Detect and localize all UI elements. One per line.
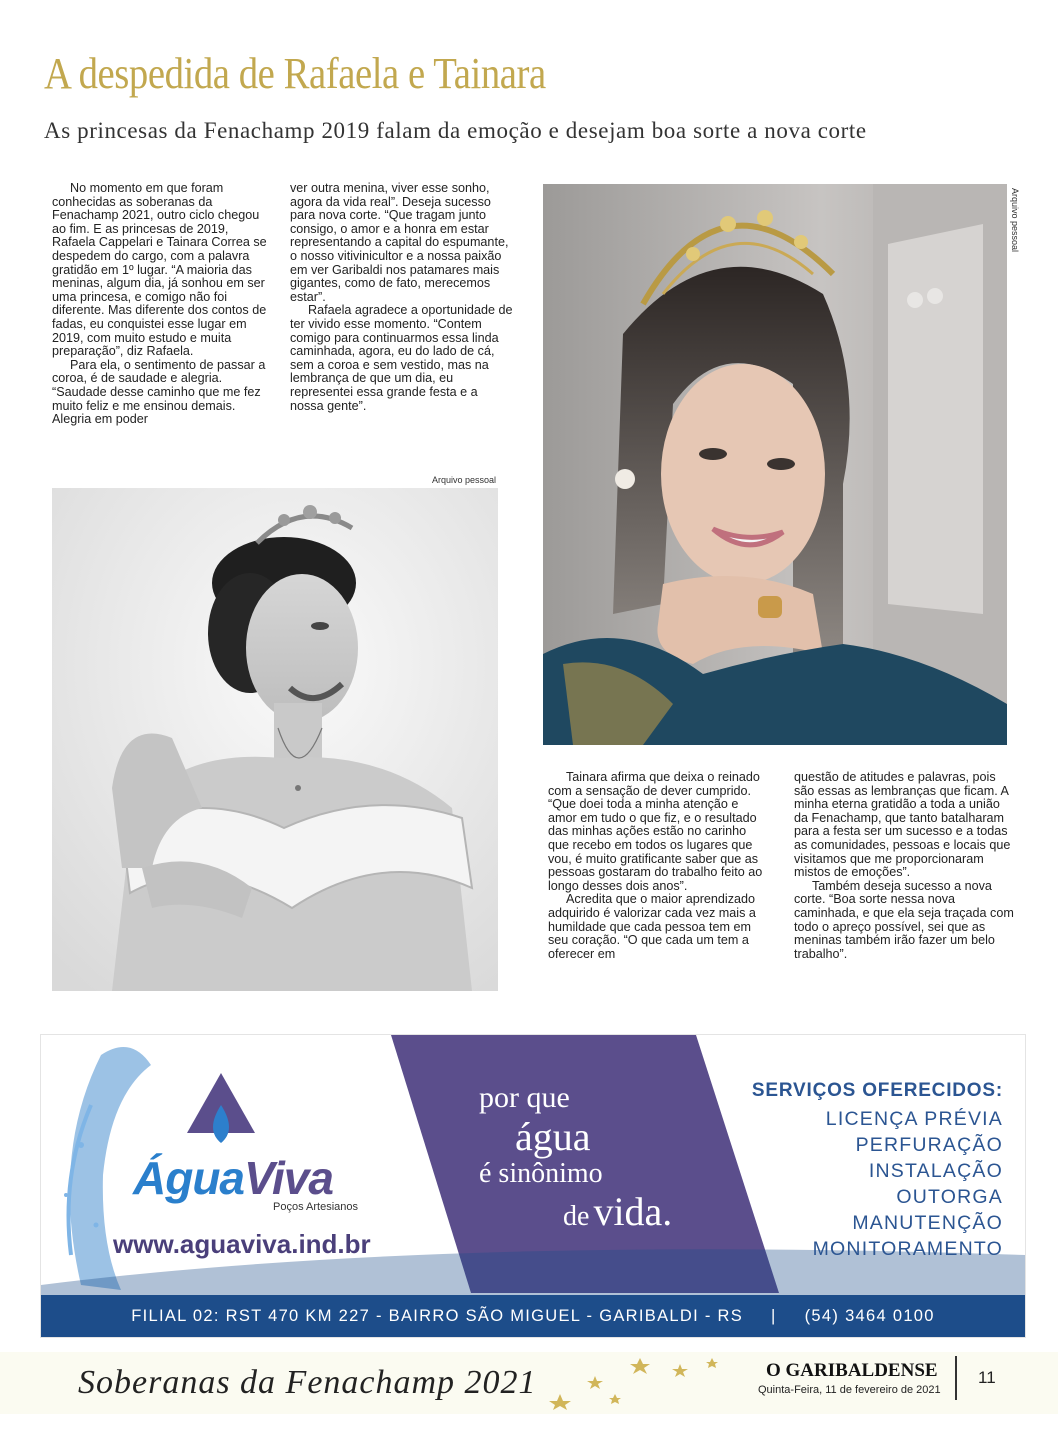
paragraph: questão de atitudes e palavras, pois são essas as lembranças que ficam. A minha eterna gratidão a toda a união da Fenachamp, que tanto batalharam para a festa ser um sucesso e a todas as comunidades, pessoas e locais que visitamos que me proporcionaram mistos de emoções”. [794,770,1011,880]
article-column-3 [548,771,770,961]
ad-logo-word-2: Viva [244,1152,333,1204]
subheadline: As princesas da Fenachamp 2019 falam da emoção e desejam boa sorte a nova corte [44,118,867,143]
slogan-line-3: é sinônimo [479,1158,603,1189]
ad-logo [133,1151,333,1205]
photo-rafaela [52,488,498,991]
advertisement-aguaviva [40,1034,1026,1338]
footer-divider [955,1356,957,1400]
service-item: INSTALAÇÃO [868,1160,1003,1182]
slogan-word-vida: vida. [593,1189,673,1234]
service-item: LICENÇA PRÉVIA [825,1108,1003,1130]
service-item: OUTORGA [896,1186,1003,1208]
newspaper-brand: O GARIBALDENSE [766,1360,938,1381]
ad-logo-subtitle: Poços Artesianos [273,1201,358,1213]
slogan-line-2: água [515,1114,591,1159]
paragraph: Acredita que o maior aprendizado adquirido é valorizar cada vez mais a humildade que cada pessoa tem em seu coração. “O que cada um tem a oferecer em [548,892,756,961]
page-footer [0,1352,1058,1414]
photo-tainara-image [543,184,1007,745]
ad-logo-word-1: Água [133,1152,244,1204]
photo-credit-left: Arquivo pessoal [432,475,497,485]
paragraph: Para ela, o sentimento de passar a coroa, é de saudade e alegria. “Saudade desse caminho que me fez muito feliz e me ensinou demais. Alegria em poder [52,357,266,427]
ad-url[interactable]: www.aguaviva.ind.br [113,1229,371,1259]
service-item: MANUTENÇÃO [852,1212,1003,1234]
stars-decoration-icon [540,1354,740,1410]
ad-footer-bar [41,1295,1025,1337]
ad-slogan [479,1081,672,1235]
paragraph: No momento em que foram conhecidas as soberanas da Fenachamp 2021, outro ciclo chegou ao fim. E as princesas de 2019, Rafaela Cappelari e Tainara Correa se despedem do cargo, com a palavra gratidão em 1º lugar. “A maioria das meninas, algum dia, já sonhou em ser uma princesa, e comigo não foi diferente. Mas diferente dos contos de fadas, eu conquistei esse lugar em 2019, com muito estudo e muita preparação”, diz Rafaela. [52,181,267,359]
paragraph: Rafaela agradece a oportunidade de ter vivido esse momento. “Contem comigo para continuarmos essa linda caminhada, agora, eu do lado de cá, sem a coroa e sem vestido, mas na lembrança de que um dia, eu representei essa grande festa e a nossa gente”. [290,303,513,413]
slogan-line-1: por que [479,1081,570,1114]
section-name: Soberanas da Fenachamp 2021 [78,1364,537,1401]
paragraph: Também deseja sucesso a nova corte. “Boa sorte nessa nova caminhada, e que ela seja traçada com todo o apreço possível, sei que as meninas também irão fazer um belo trabalho”. [794,878,1014,961]
article-column-1 [52,182,274,427]
ad-footer-separator: | [771,1306,777,1325]
photo-credit-right: Arquivo pessoal [1010,188,1020,253]
ad-address: FILIAL 02: RST 470 KM 227 - BAIRRO SÃO MIGUEL - GARIBALDI - RS [131,1306,744,1325]
page-number: 11 [978,1368,996,1387]
paragraph: Tainara afirma que deixa o reinado com a sensação de dever cumprido. “Que doei toda a minha atenção e amor em tudo o que fiz, e o resultado das minhas ações estão no carinho que recebo em todos os lugares que vou, é muito gratificante saber que as pessoas gostaram do trabalho feito ao longo desses dois anos”. [548,770,763,893]
ad-phone[interactable]: (54) 3464 0100 [804,1306,935,1325]
issue-date: Quinta-Feira, 11 de fevereiro de 2021 [758,1384,941,1396]
article-column-2 [290,182,514,413]
ad-services [752,1080,1003,1261]
photo-tainara [543,184,1007,745]
slogan-word-de: de [563,1201,590,1232]
article-column-4 [794,771,1016,961]
slogan-line-4 [563,1188,672,1235]
headline: A despedida de Rafaela e Tainara [44,49,546,98]
photo-rafaela-image [52,488,498,991]
paragraph: ver outra menina, viver esse sonho, agora da vida real”. Deseja sucesso para nova corte. “Que tragam junto consigo, o amor e a honra em estar representando a capital do espumante, o nosso vitivinicultor e a nossa paixão em ver Garibaldi nos patamares mais gigantes, como de fato, merecemos estar”. [290,181,509,304]
services-title: SERVIÇOS OFERECIDOS: [751,1080,1003,1101]
service-item: MONITORAMENTO [812,1238,1003,1260]
service-item: PERFURAÇÃO [855,1134,1003,1156]
